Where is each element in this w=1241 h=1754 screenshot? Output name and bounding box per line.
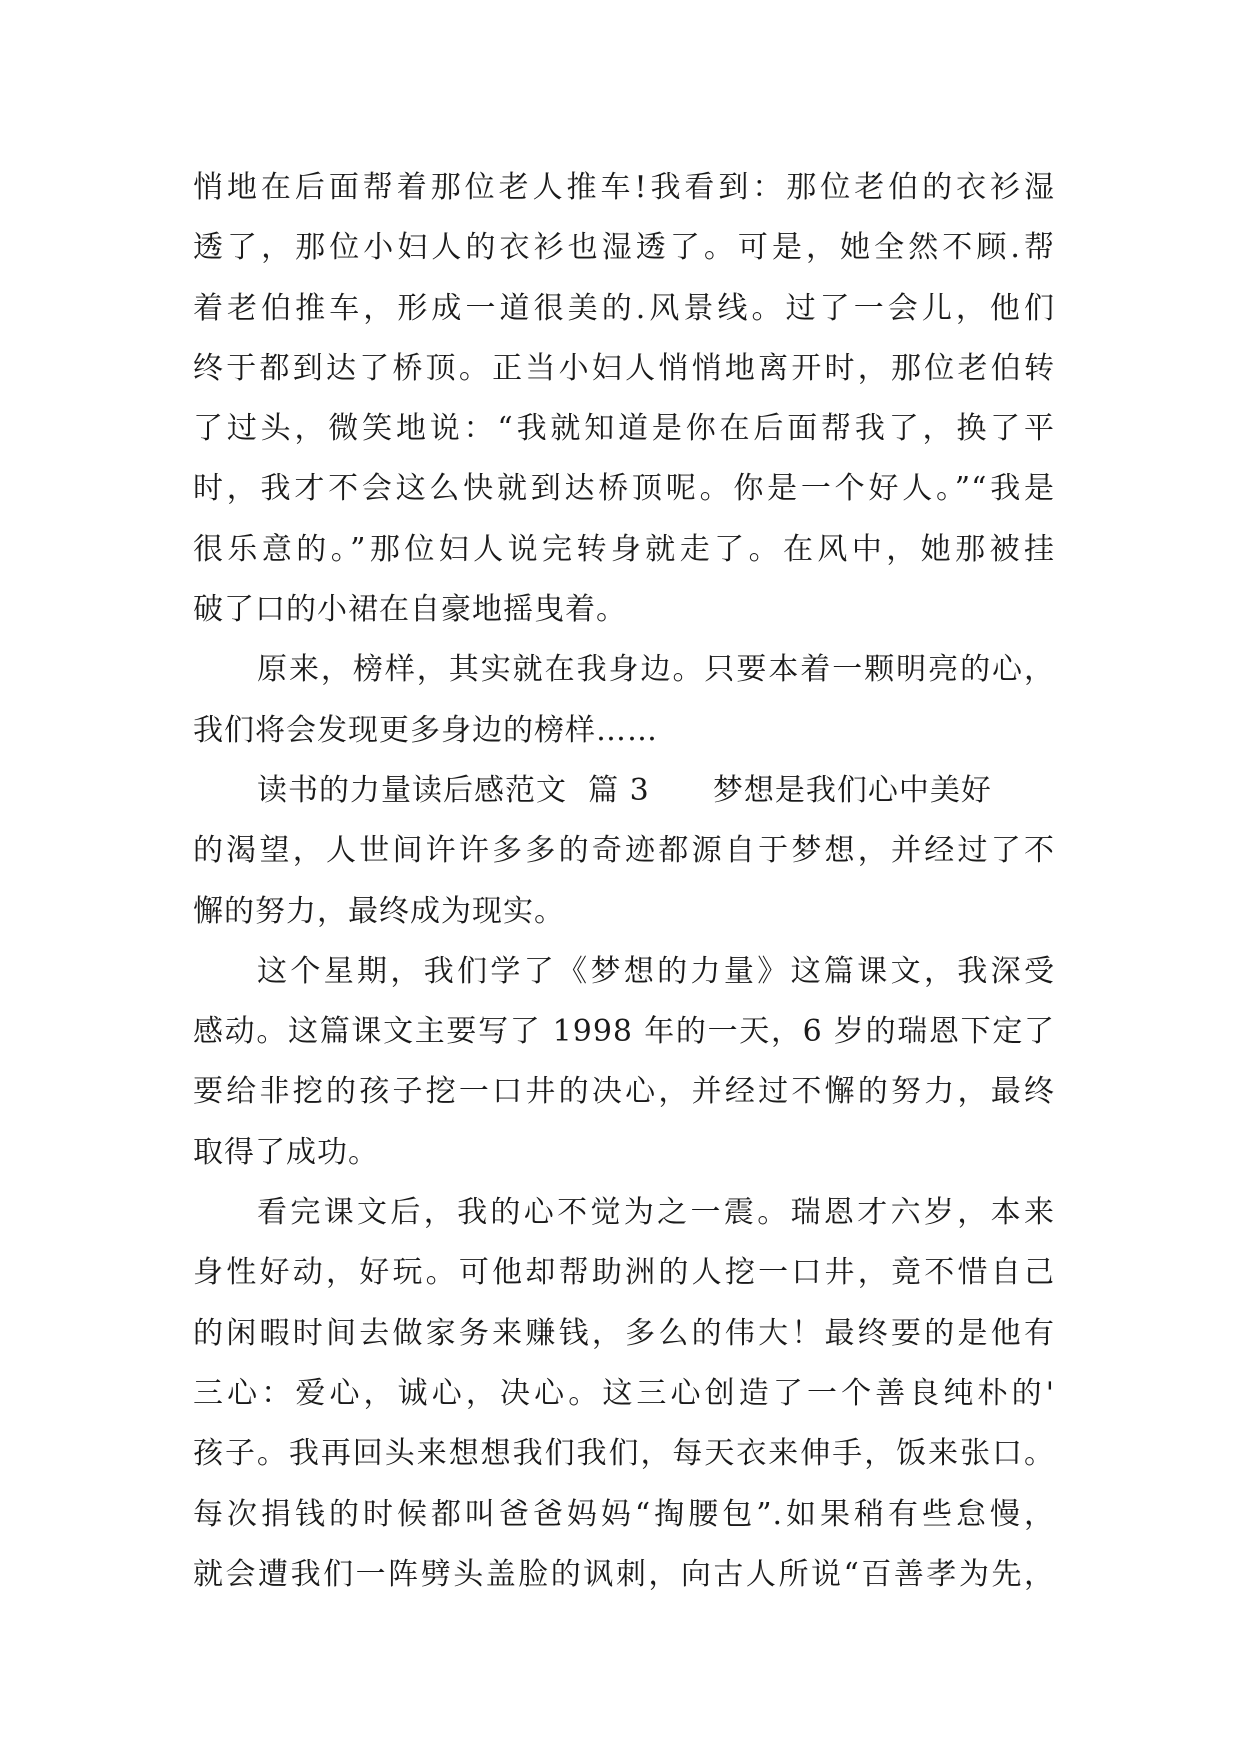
text-line: 读书的力量读后感范文 篇 3 梦想是我们心中美好 <box>257 772 992 808</box>
text-line: 原来，榜样，其实就在我身边。只要本着一颗明亮的心， <box>257 652 1055 688</box>
text-line: 这个星期，我们学了《梦想的力量》这篇课文，我深受 <box>257 953 1055 989</box>
text-line: 看完课文后，我的心不觉为之一震。瑞恩才六岁，本来 <box>257 1195 1055 1231</box>
text-line: 的闲暇时间去做家务来赚钱，多么的伟大！最终要的是他有 <box>193 1315 1055 1351</box>
text-line: 的渴望，人世间许许多多的奇迹都源自于梦想，并经过了不 <box>193 833 1055 869</box>
body-text <box>193 158 1055 1605</box>
text-line: 取得了成功。 <box>193 1134 379 1170</box>
text-line: 就会遭我们一阵劈头盖脸的讽刺，向古人所说“百善孝为先， <box>193 1556 1055 1592</box>
text-line: 透了，那位小妇人的衣衫也湿透了。可是，她全然不顾.帮 <box>193 230 1055 266</box>
text-line: 时，我才不会这么快就到达桥顶呢。你是一个好人。”“我是 <box>193 471 1055 507</box>
text-line: 悄地在后面帮着那位老人推车!我看到：那位老伯的衣衫湿 <box>193 170 1055 205</box>
text-line: 着老伯推车，形成一道很美的.风景线。过了一会儿，他们 <box>193 290 1055 326</box>
text-line: 感动。这篇课文主要写了 1998 年的一天，6 岁的瑞恩下定了 <box>193 1014 1055 1050</box>
text-line: 破了口的小裙在自豪地摇曳着。 <box>193 592 627 628</box>
text-line: 每次捐钱的时候都叫爸爸妈妈“掏腰包”.如果稍有些怠慢， <box>193 1496 1055 1532</box>
text-line: 孩子。我再回头来想想我们我们，每天衣来伸手，饭来张口。 <box>193 1436 1055 1472</box>
text-line: 要给非挖的孩子挖一口井的决心，并经过不懈的努力，最终 <box>193 1074 1055 1110</box>
text-line: 了过头，微笑地说：“我就知道是你在后面帮我了，换了平 <box>193 411 1055 447</box>
text-line: 我们将会发现更多身边的榜样…… <box>193 712 658 748</box>
text-line: 终于都到达了桥顶。正当小妇人悄悄地离开时，那位老伯转 <box>193 350 1055 386</box>
text-line: 身性好动，好玩。可他却帮助洲的人挖一口井，竟不惜自己 <box>193 1255 1055 1291</box>
text-line: 懈的努力，最终成为现实。 <box>193 893 565 929</box>
text-line: 很乐意的。”那位妇人说完转身就走了。在风中，她那被挂 <box>193 531 1055 567</box>
text-line: 三心：爱心，诚心，决心。这三心创造了一个善良纯朴的' <box>193 1375 1055 1411</box>
